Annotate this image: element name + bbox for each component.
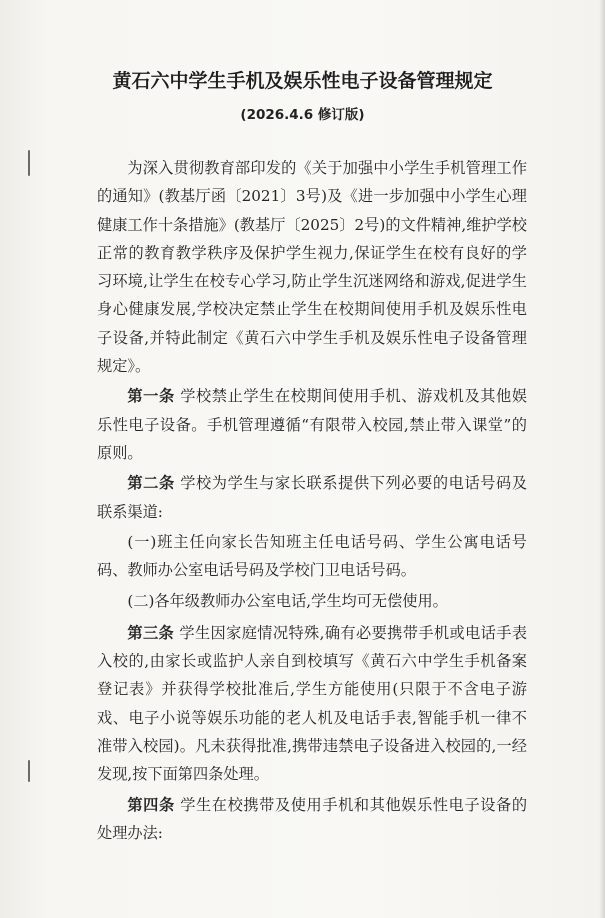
document-subtitle: (2026.4.6 修订版)	[240, 107, 365, 123]
article-text: 学校禁止学生在校期间使用手机、游戏机及其他娱乐性电子设备。手机管理遵循“有限带入校园,禁止带入课堂”的原则。	[97, 387, 528, 462]
article-label: 第一条	[127, 387, 175, 406]
article-2	[97, 469, 527, 526]
article-text: 学生在校携带及使用手机和其他娱乐性电子设备的处理办法:	[97, 795, 528, 842]
article-1	[97, 382, 527, 467]
article-text: 学校为学生与家长联系提供下列必要的电话号码及联系渠道:	[97, 474, 528, 521]
article-label: 第四条	[127, 795, 175, 814]
article-text: 学生因家庭情况特殊,确有必要携带手机或电话手表入校的,由家长或监护人亲自到校填写《黄石六中学生手机备案登记表》并获得学校批准后,学生方能使用(只限于不含电子游戏、电子小说等娱乐功能的老人机及电话手表,智能手机一律不准带入校园)。凡未获得批准,携带违禁电子设备进入校园的,一经发现,按下面第四条处理。	[97, 623, 528, 784]
document-body	[97, 154, 527, 849]
document-title: 黄石六中学生手机及娱乐性电子设备管理规定	[112, 70, 493, 92]
article-label: 第二条	[127, 474, 175, 493]
page-edge-shadow	[599, 0, 605, 918]
binding-hole-mark	[28, 760, 30, 782]
sub-item-2: (二)各年级教师办公室电话,学生均可无偿使用。	[127, 592, 448, 611]
intro-paragraph: 为深入贯彻教育部印发的《关于加强中小学生手机管理工作的通知》(教基厅函〔2021〕3号)及《进一步加强中小学生心理健康工作十条措施》(教基厅〔2025〕2号)的文件精神,维护学校正常的教育教学秩序及保护学生视力,保证学生在校有良好的学习环境,让学生在校专心学习,防止学生沉迷网络和游戏,促进学生身心健康发展,学校决定禁止学生在校期间使用手机及娱乐性电子设备,并特此制定《黄石六中学生手机及娱乐性电子设备管理规定》。	[97, 159, 527, 376]
sub-item-1: (一)班主任向家长告知班主任电话号码、学生公寓电话号码、教师办公室电话号码及学校门卫电话号码。	[97, 532, 527, 580]
binding-hole-mark	[28, 150, 30, 176]
article-3	[97, 619, 527, 789]
article-4	[97, 791, 527, 848]
article-label: 第三条	[127, 623, 175, 642]
